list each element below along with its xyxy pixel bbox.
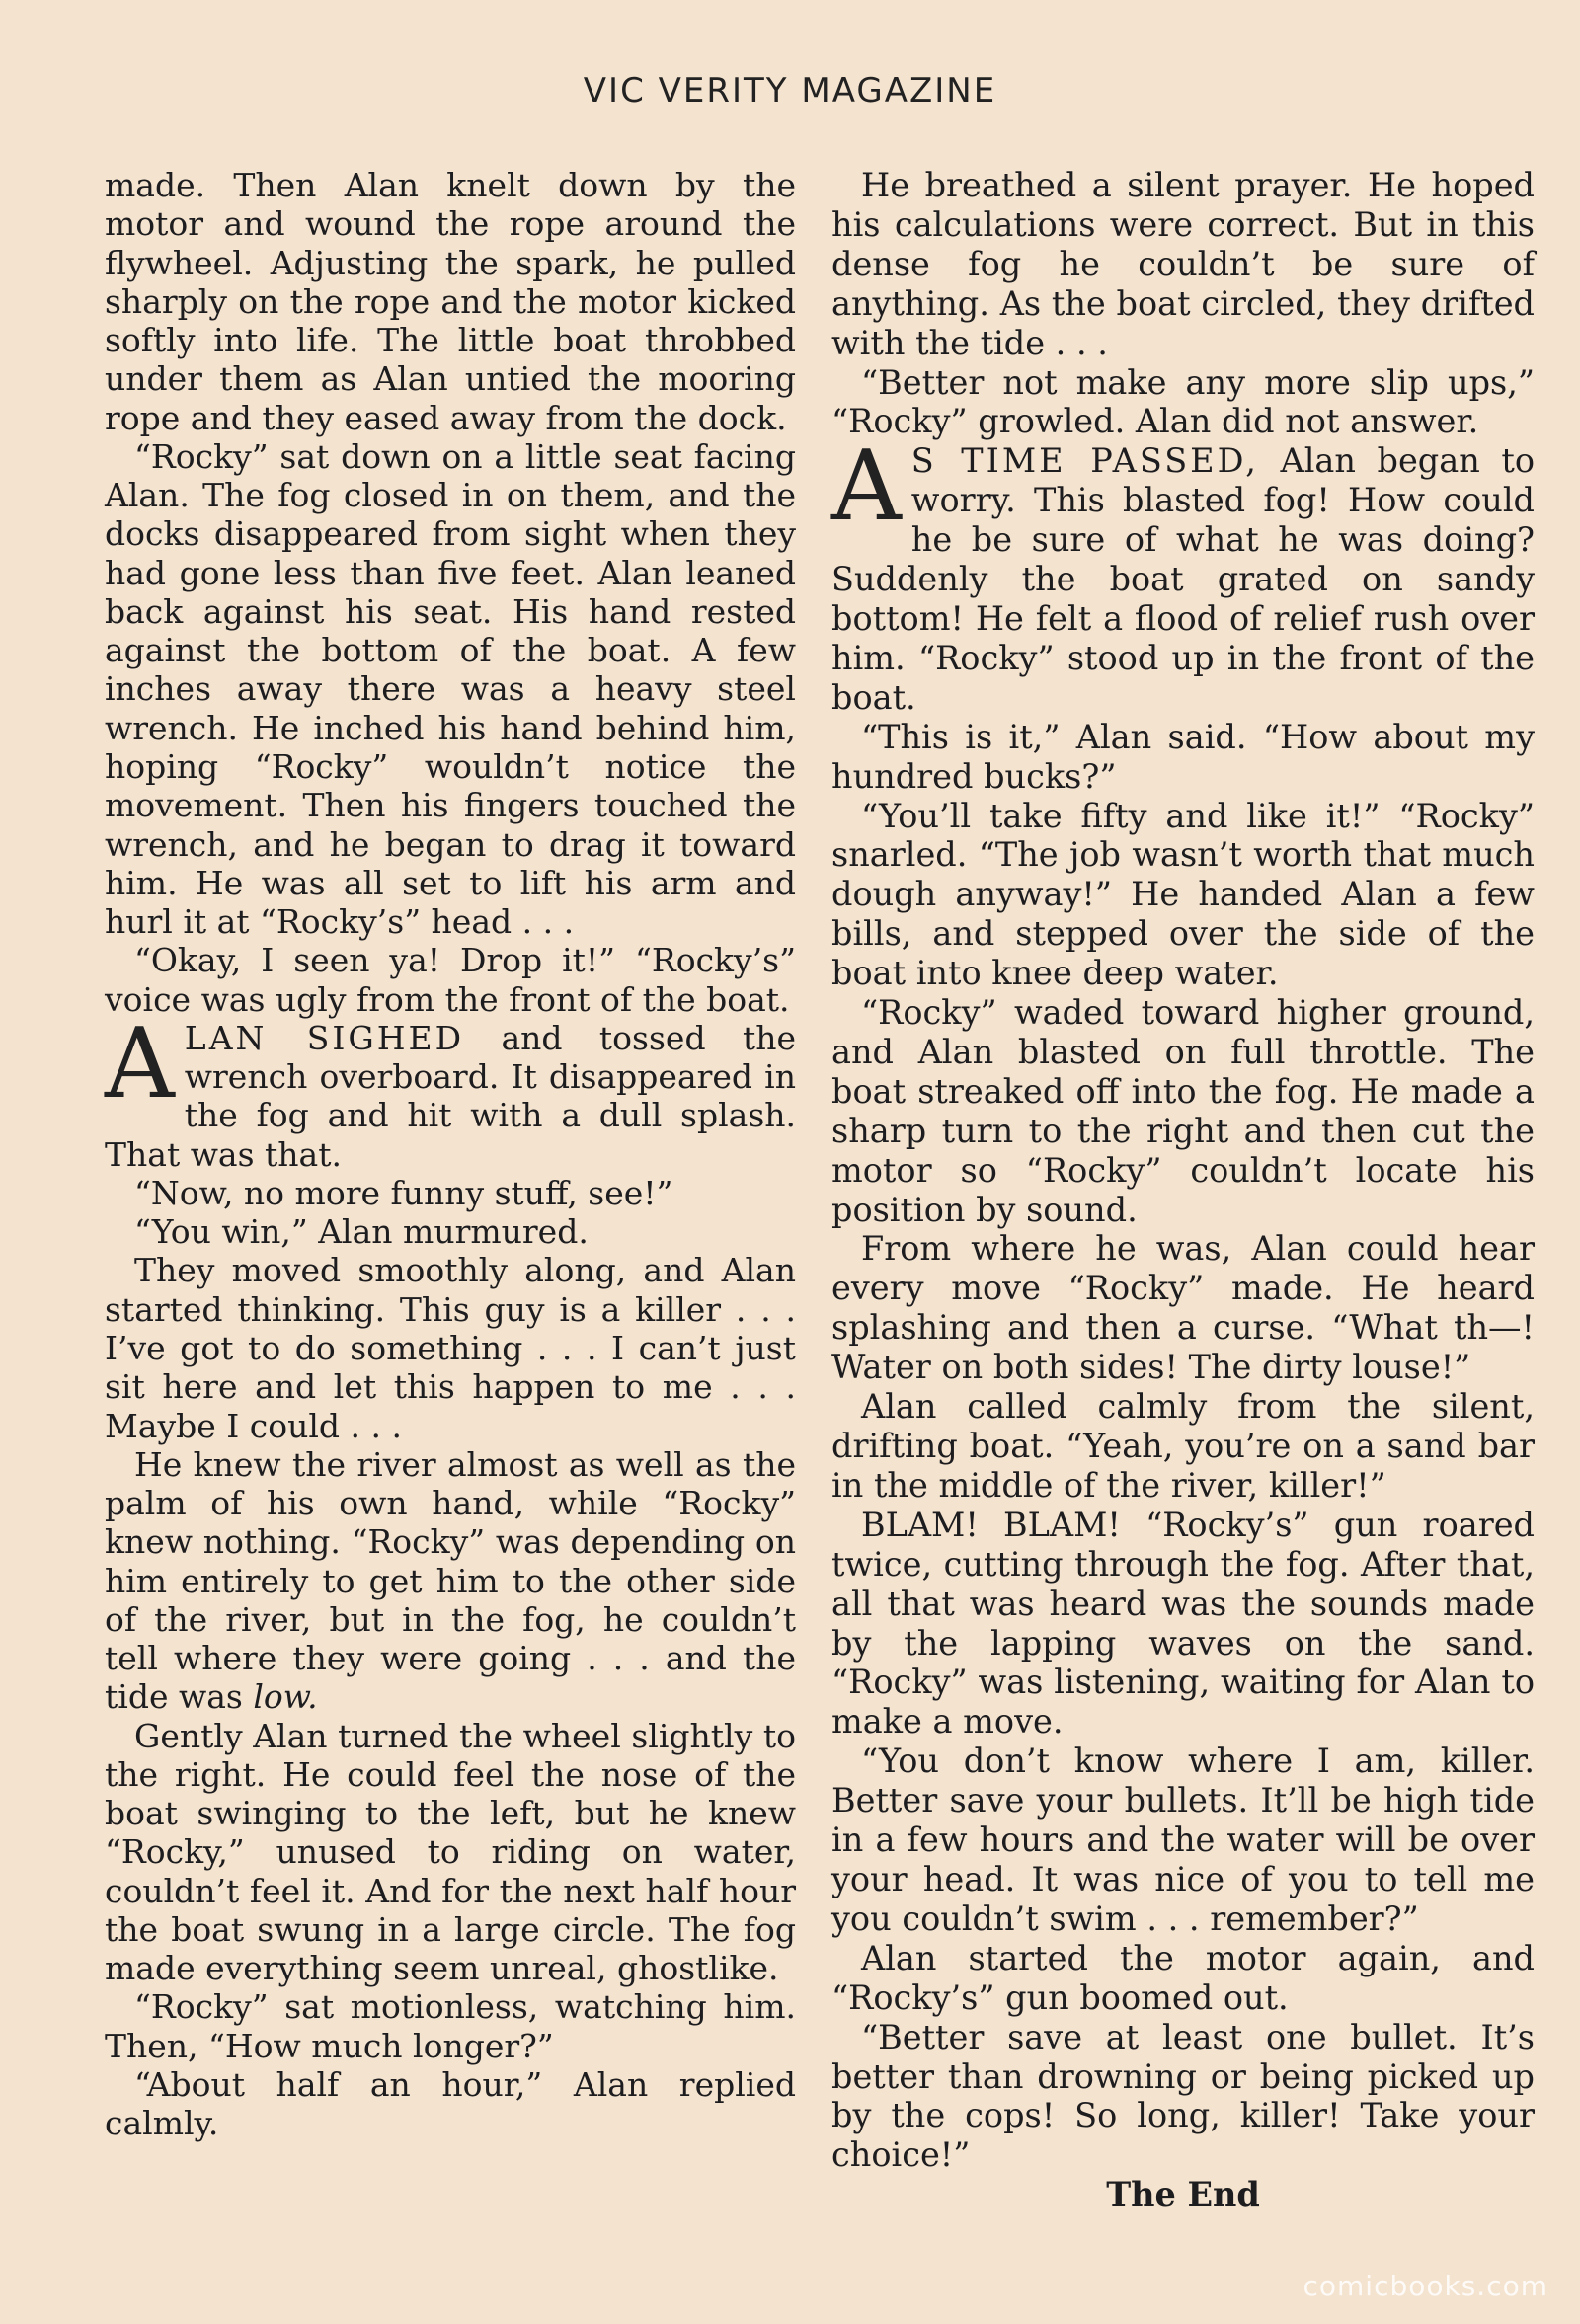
paragraph: “Rocky” sat motionless, watching him. Then, “How much longer?” [105,1987,796,2065]
paragraph-text: He knew the river almost as well as the palm of his own hand, while “Rocky” knew nothing. “Rocky” was depending on him entirely to get him to the other side of the river, but in the fog, he couldn’t tell where they were going . . . and the tide was [105,1444,796,1717]
paragraph: Alan started the motor again, and “Rocky’s” gun boomed out. [831,1938,1535,2017]
watermark: comicbooks.com [1303,2270,1548,2302]
paragraph: “You win,” Alan murmured. [134,1212,589,1252]
paragraph: “You don’t know where I am, killer. Better save your bullets. It’ll be high tide in a few hours and the water will be over your head. It was nice of you to tell me you couldn’t swim . . . remember?” [831,1742,1535,1938]
story-end-label: The End [1106,2175,1260,2214]
paragraph: “Rocky” sat down on a little seat facing Alan. The fog closed in on them, and the docks disappeared from sight when they had gone less than five feet. Alan leaned back against his seat. His hand rested against the bottom of the boat. A few inches away there was a heavy steel wrench. He inched his hand behind him, hoping “Rocky” wouldn’t notice the movement. Then his fingers touched the wrench, and he began to drag it toward him. He was all set to lift his arm and hurl it at “Rocky’s” head . . . [105,436,796,942]
section-opening-paragraph [831,430,1535,717]
paragraph: They moved smoothly along, and Alan started thinking. This guy is a killer . . . I’ve got to do something . . . I can’t just sit here and let this happen to me . . . Maybe I could . . . [105,1251,796,1445]
paragraph: “This is it,” Alan said. “How about my hundred bucks?” [831,717,1535,796]
paragraph: BLAM! BLAM! “Rocky’s” gun roared twice, cutting through the fog. After that, all that was heard was the sounds made by the lapping waves on the sand. “Rocky” was listening, waiting for Alan to make a move. [831,1505,1535,1742]
drop-cap: A [831,430,902,544]
paragraph: “Better save at least one bullet. It’s better than drowning or being picked up by the cops! So long, killer! Take your choice!” [831,2017,1535,2175]
drop-cap: A [105,1007,175,1121]
section-lead-in: S TIME PASSED, [910,441,1259,481]
paragraph: “Better not make any more slip ups,” “Rocky” growled. Alan did not answer. [831,362,1535,441]
left-column [105,166,796,2143]
paragraph-text: Alan began to worry. This blasted fog! How could he be sure of what he was doing? Suddenly the boat grated on sandy bottom! He felt a flood of relief rush over him. “Rocky” stood up in the front of the boat. [831,441,1535,717]
page-header: VIC VERITY MAGAZINE [583,71,997,111]
paragraph: made. Then Alan knelt down by the motor and wound the rope around the flywheel. Adjusting the spark, he pulled sharply on the rope and the motor kicked softly into life. The little boat throbbed under them as Alan untied the mooring rope and they eased away from the dock. [105,166,796,437]
right-column [831,166,1535,2214]
paragraph: From where he was, Alan could hear every move “Rocky” made. He heard splashing and then a curse. “What th—! Water on both sides! The dirty louse!” [831,1229,1535,1387]
section-opening-paragraph [105,1007,796,1174]
paragraph: “Rocky” waded toward higher ground, and Alan blasted on full throttle. The boat streaked off into the fog. He made a sharp turn to the right and then cut the motor so “Rocky” couldn’t locate his position by sound. [831,993,1535,1229]
paragraph: “You’ll take fifty and like it!” “Rocky” snarled. “The job wasn’t worth that much dough anyway!” He handed Alan a few bills, and stepped over the side of the boat into knee deep water. [831,796,1535,993]
section-lead-in: LAN SIGHED [184,1018,465,1057]
paragraph: “About half an hour,” Alan replied calmly. [105,2065,796,2143]
paragraph: “Okay, I seen ya! Drop it!” “Rocky’s” voice was ugly from the front of the boat. [105,941,796,1019]
paragraph: Alan called calmly from the silent, drifting boat. “Yeah, you’re on a sand bar in the middle of the river, killer!” [831,1387,1535,1505]
paragraph: Gently Alan turned the wheel slightly to the right. He could feel the nose of the boat swinging to the left, but he knew “Rocky,” unused to riding on water, couldn’t feel it. And for the next half hour the boat swung in a large circle. The fog made everything seem unreal, ghostlike. [105,1716,796,1988]
paragraph: “Now, no more funny stuff, see!” [134,1173,673,1212]
paragraph [105,1445,796,1717]
paragraph-text: and tossed the wrench overboard. It disappeared in the fog and hit with a dull splash. That was that. [105,1018,796,1174]
paragraph: He breathed a silent prayer. He hoped his calculations were correct. But in this dense fog he couldn’t be sure of anything. As the boat circled, they drifted with the tide . . . [831,166,1535,362]
emphasis-text: low. [253,1677,318,1717]
